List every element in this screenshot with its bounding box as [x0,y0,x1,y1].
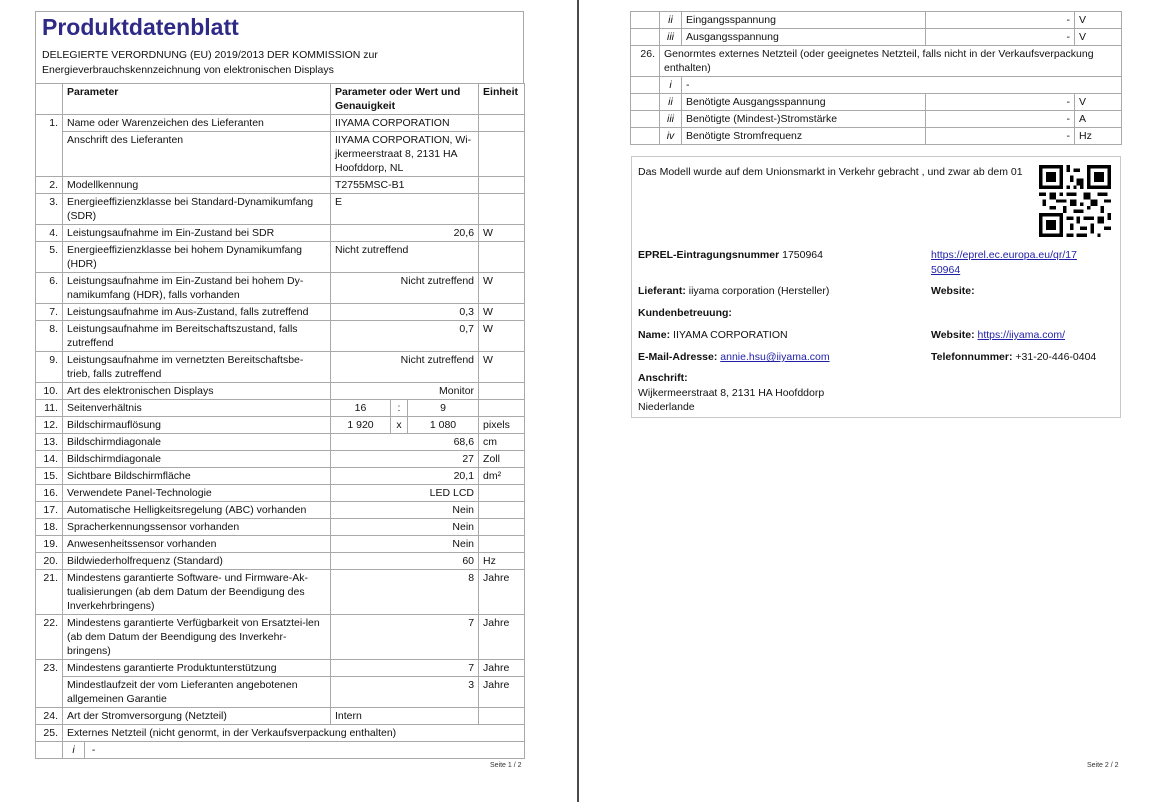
table-row: 25. Externes Netzteil (nicht genormt, in der Verkaufsverpackung enthalten) [36,725,525,742]
website2-label: Website: [931,329,975,341]
header-parameter: Parameter [63,84,331,115]
eprel-link-line-2[interactable]: 50964 [931,263,961,276]
table-row: 16. Verwendete Panel-Technologie LED LCD [36,485,525,502]
eprel-registration [638,248,823,263]
page-title: Produktdatenblatt [42,14,239,40]
address-line-2: Niederlande [638,401,695,413]
email-link[interactable]: annie.hsu@iiyama.com [720,351,830,363]
table-row: 19. Anwesenheitssensor vorhanden Nein [36,536,525,553]
table-row: 17. Automatische Helligkeitsregelung (ABC) vorhanden Nein [36,502,525,519]
table-row: 13. Bildschirmdiagonale 68,6 cm [36,434,525,451]
title-box [35,11,524,45]
table-row: i - [36,742,525,759]
table-row: 9. Leistungsaufnahme im vernetzten Bereitschaftsbe-trieb, falls zutreffend Nicht zutreffend W [36,352,525,383]
table-row: i - [631,77,1122,94]
phone-label: Telefonnummer: [931,351,1013,363]
eprel-qr-code-icon[interactable] [1039,165,1111,237]
table-header-row [36,84,525,115]
table-row: 15. Sichtbare Bildschirmfläche 20,1 dm² [36,468,525,485]
table-row: 5. Energieeffizienzklasse bei hohem Dynamikumfang (HDR) Nicht zutreffend [36,242,525,273]
power-supply-table [630,11,1122,145]
supplier [638,284,829,299]
subtitle-line-2: Energieverbrauchskennzeichnung von elektronischen Displays [42,63,334,76]
header-unit: Einheit [479,84,525,115]
table-row: 23. Mindestens garantierte Produktunterstützung 7 Jahre [36,660,525,677]
table-row: 8. Leistungsaufnahme im Bereitschaftszustand, falls zutreffend 0,7 W [36,321,525,352]
table-row: iii Benötigte (Mindest-)Stromstärke - A [631,111,1122,128]
table-row: iii Ausgangsspannung - V [631,29,1122,46]
subtitle-line-1: DELEGIERTE VERORDNUNG (EU) 2019/2013 DER KOMMISSION zur [42,49,378,61]
parameter-table [35,83,525,759]
support-website [931,328,1065,343]
table-row: 3. Energieeffizienzklasse bei Standard-Dynamikumfang (SDR) E [36,194,525,225]
eprel-number: 1750964 [782,249,823,261]
table-row: 24. Art der Stromversorgung (Netzteil) Intern [36,708,525,725]
table-row: iv Benötigte Stromfrequenz - Hz [631,128,1122,145]
table-row: 12. Bildschirmauflösung 1 920 x 1 080 pixels [36,417,525,434]
table-row: 4. Leistungsaufnahme im Ein-Zustand bei SDR 20,6 W [36,225,525,242]
table-row: 14. Bildschirmdiagonale 27 Zoll [36,451,525,468]
table-row: 10. Art des elektronischen Displays Monitor [36,383,525,400]
table-row: 7. Leistungsaufnahme im Aus-Zustand, falls zutreffend 0,3 W [36,304,525,321]
regulation-subtitle [35,45,524,83]
page-number: Seite 1 / 2 [490,762,522,769]
table-row: ii Eingangsspannung - V [631,12,1122,29]
name-value: IIYAMA CORPORATION [673,329,788,341]
address-label: Anschrift: [638,372,688,384]
email-label: E-Mail-Adresse: [638,351,718,363]
support-name [638,328,788,343]
table-row: 21. Mindestens garantierte Software- und Firmware-Ak-tualisierungen (ab dem Datum der Beendigung des Inverkehrbringens) 8 Jahre [36,570,525,615]
eprel-label: EPREL-Eintragungsnummer [638,249,780,261]
website-link[interactable]: https://iiyama.com/ [977,329,1066,341]
table-row: ii Benötigte Ausgangsspannung - V [631,94,1122,111]
support-phone [931,350,1096,365]
table-row: Mindestlaufzeit der vom Lieferanten angebotenen allgemeinen Garantie 3 Jahre [36,677,525,708]
supplier-value: iiyama corporation (Hersteller) [688,285,830,297]
eprel-info-box [631,156,1121,418]
name-label: Name: [638,329,671,341]
support-email [638,350,830,365]
eprel-link[interactable] [931,248,1077,277]
phone-value: +31-20-446-0404 [1015,351,1097,363]
address-line-1: Wijkermeerstraat 8, 2131 HA Hoofddorp [638,386,825,399]
table-row: 20. Bildwiederholfrequenz (Standard) 60 Hz [36,553,525,570]
table-row: 2. Modellkennung T2755MSC-B1 [36,177,525,194]
customer-support-label: Kundenbetreuung: [638,307,732,319]
table-row: 22. Mindestens garantierte Verfügbarkeit von Ersatztei-len (ab dem Datum der Beendigung des Inverkehr-bringens) 7 Jahre [36,615,525,660]
table-row: 11. Seitenverhältnis 16 : 9 [36,400,525,417]
table-row: 1. Name oder Warenzeichen des Lieferanten IIYAMA CORPORATION [36,115,525,132]
support-address [638,371,824,415]
eprel-link-line-1[interactable]: https://eprel.ec.europa.eu/qr/17 [931,249,1077,261]
website-label: Website: [931,285,975,297]
table-row: Anschrift des Lieferanten IIYAMA CORPORATION, Wi-jkermeerstraat 8, 2131 HA Hoofddorp, NL [36,132,525,177]
table-row: 6. Leistungsaufnahme im Ein-Zustand bei hohem Dy-namikumfang (HDR), falls vorhanden Nicht zutreffend W [36,273,525,304]
supplier-label: Lieferant: [638,285,686,297]
datasheet-page-2 [579,0,1152,802]
page-number: Seite 2 / 2 [1087,762,1119,769]
table-row: 18. Spracherkennungssensor vorhanden Nein [36,519,525,536]
header-value: Parameter oder Wert und Genauigkeit [331,84,479,115]
market-text: Das Modell wurde auf dem Unionsmarkt in Verkehr gebracht , und zwar ab dem 01 [638,166,1023,178]
table-row: 26. Genormtes externes Netzteil (oder geeignetes Netzteil, falls nicht in der Verkaufsverpackung enthalten) [631,46,1122,77]
